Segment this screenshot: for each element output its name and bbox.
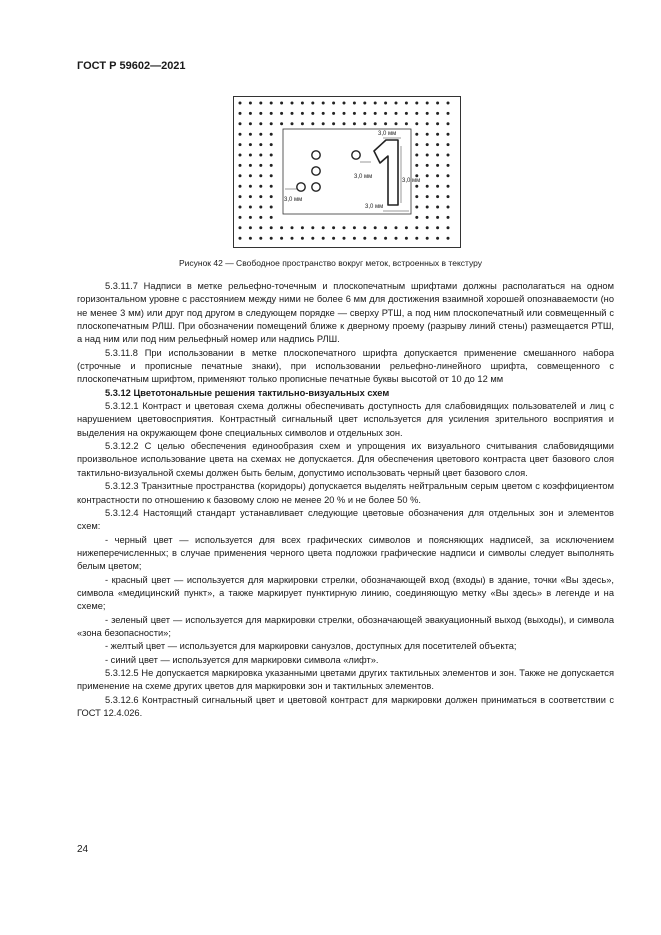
texture-dot [301, 122, 304, 125]
texture-dot [249, 143, 252, 146]
texture-dot [239, 164, 242, 167]
texture-dot [249, 216, 252, 219]
texture-dot [436, 195, 439, 198]
texture-dot [415, 206, 418, 209]
texture-dot [239, 237, 242, 240]
texture-dot [259, 112, 262, 115]
texture-dot [249, 195, 252, 198]
texture-dot [239, 122, 242, 125]
texture-dot [259, 185, 262, 188]
texture-dot [332, 237, 335, 240]
texture-dot [374, 237, 377, 240]
paragraph: 5.3.12.4 Настоящий стандарт устанавливает следующие цветовые обозначения для отдельных зон и элементов схем: [77, 507, 614, 532]
texture-dot [447, 216, 450, 219]
texture-dot [353, 226, 356, 229]
texture-dot [291, 226, 294, 229]
texture-dot [447, 122, 450, 125]
texture-dot [270, 195, 273, 198]
dim-label-right: 3,0 мм [402, 178, 421, 184]
texture-dot [270, 143, 273, 146]
texture-dot [395, 237, 398, 240]
texture-dot [270, 206, 273, 209]
texture-dot [353, 102, 356, 105]
texture-dot [436, 154, 439, 157]
texture-dot [322, 112, 325, 115]
texture-dot [239, 216, 242, 219]
dim-label-left: 3,0 мм [284, 197, 303, 203]
texture-dot [249, 237, 252, 240]
texture-dot [270, 185, 273, 188]
texture-dot [270, 164, 273, 167]
texture-dot [426, 237, 429, 240]
texture-dot [426, 143, 429, 146]
texture-dot [259, 174, 262, 177]
texture-dot [363, 102, 366, 105]
texture-dot [301, 102, 304, 105]
texture-dot [426, 185, 429, 188]
paragraph: 5.3.12.6 Контрастный сигнальный цвет и цветовой контраст для маркировки должен приниматься в соответствии с ГОСТ 12.4.026. [77, 694, 614, 718]
paragraph: 5.3.11.8 При использовании в метке плоскопечатного шрифта допускается применение смешанного набора (строчные и прописные печатные знаки), при использовании рельефно-линейного шрифта, совмещенного с плоскопечатным шрифтом, применяют только прописные печатные буквы высотой от 10 до 12 мм [77, 347, 614, 385]
texture-dot [249, 133, 252, 136]
texture-dot [259, 154, 262, 157]
texture-dot [436, 185, 439, 188]
texture-dot [249, 164, 252, 167]
texture-dot [415, 185, 418, 188]
texture-dot [270, 216, 273, 219]
texture-dot [301, 112, 304, 115]
texture-dot [259, 206, 262, 209]
texture-dot [301, 237, 304, 240]
texture-dot [332, 226, 335, 229]
texture-dot [332, 112, 335, 115]
texture-dot [426, 102, 429, 105]
texture-dot [436, 143, 439, 146]
texture-dot [280, 237, 283, 240]
texture-dot [270, 102, 273, 105]
texture-dot [322, 102, 325, 105]
texture-dot [395, 102, 398, 105]
texture-dot [415, 174, 418, 177]
texture-dot [311, 237, 314, 240]
texture-dot [332, 102, 335, 105]
texture-dot [384, 102, 387, 105]
texture-dot [343, 122, 346, 125]
texture-dot [259, 164, 262, 167]
texture-dot [426, 174, 429, 177]
paragraph: 5.3.12.3 Транзитные пространства (коридоры) допускается выделять нейтральным серым цветом с коэффициентом контрастности по отношению к базовому слою не менее 20 % и не более 50 %. [77, 481, 614, 505]
texture-dot [415, 164, 418, 167]
texture-dot [249, 122, 252, 125]
texture-dot [426, 226, 429, 229]
texture-dot [374, 112, 377, 115]
texture-dot [426, 133, 429, 136]
texture-dot [239, 112, 242, 115]
texture-dot [384, 226, 387, 229]
texture-dot [374, 226, 377, 229]
list-item: - желтый цвет — используется для маркировки санузлов, доступных для посетителей объекта; [105, 641, 517, 652]
texture-dot [447, 237, 450, 240]
texture-dot [436, 226, 439, 229]
texture-dot [280, 102, 283, 105]
texture-dot [415, 195, 418, 198]
texture-dot [405, 237, 408, 240]
paragraph: 5.3.11.7 Надписи в метке рельефно-точечным и плоскопечатным шрифтами должны располагаться на одном горизонтальном уровне с расстоянием между ними не более 6 мм для достижения взаимной хорошей опознаваемости (но не менее 3 мм) или друг под другом в следующем порядке — сверху РТШ, а под ним плоскопечатный или совмещенный с плоскопечатным РЛШ. При обозначении помещений ближе к дверному проему (разрыву линий стены) размещается РТШ, а над ним или под ним рельефный номер или надпись РЛШ. [77, 281, 614, 345]
paragraph: 5.3.12.5 Не допускается маркировка указанными цветами других тактильных элементов и зон. Также не допускается применение на схеме других цветов для маркировки зон и тактильных элементов. [77, 667, 614, 692]
texture-dot [270, 154, 273, 157]
texture-dot [301, 226, 304, 229]
dim-label-bottom: 3,0 мм [365, 204, 384, 210]
texture-dot [447, 195, 450, 198]
texture-dot [363, 122, 366, 125]
texture-dot [259, 226, 262, 229]
section-heading [77, 387, 614, 400]
document-header: ГОСТ Р 59602—2021 [77, 60, 186, 72]
texture-dot [322, 237, 325, 240]
texture-dot [249, 102, 252, 105]
paragraph: 5.3.12.1 Контраст и цветовая схема должны обеспечивать доступность для слабовидящих пользователей и лиц с нарушением цветовосприятия. Контрастный сигнальный цвет используется для усиления зрительного восприятия и выделения на окружающем фоне специальных символов и отдельных зон. [77, 401, 614, 438]
texture-dot [239, 174, 242, 177]
dim-label-middle: 3,0 мм [354, 174, 373, 180]
texture-dot [270, 122, 273, 125]
texture-dot [249, 174, 252, 177]
texture-dot [270, 226, 273, 229]
texture-dot [291, 122, 294, 125]
texture-dot [395, 226, 398, 229]
texture-dot [259, 237, 262, 240]
texture-dot [426, 164, 429, 167]
texture-dot [436, 174, 439, 177]
texture-dot [405, 122, 408, 125]
texture-dot [436, 164, 439, 167]
texture-dot [415, 133, 418, 136]
paragraph: 5.3.12.2 С целью обеспечения единообразия схем и упрощения их визуального считывания слабовидящими произвольное использование цвета на схемах не допускается. Для обеспечения цветового контраста цвет базового слоя тактильно-визуальной схемы должен быть белым, допустимо использовать черный цвет базового слоя. [77, 441, 614, 478]
texture-dot [447, 226, 450, 229]
texture-dot [239, 206, 242, 209]
texture-dot [270, 133, 273, 136]
texture-dot [239, 195, 242, 198]
texture-dot [447, 185, 450, 188]
dim-label-top: 3,0 мм [378, 131, 397, 137]
texture-dot [447, 143, 450, 146]
texture-dot [249, 206, 252, 209]
texture-dot [259, 143, 262, 146]
texture-dot [384, 237, 387, 240]
texture-dot [270, 112, 273, 115]
texture-dot [447, 174, 450, 177]
texture-dot [415, 102, 418, 105]
texture-dot [311, 226, 314, 229]
texture-dot [249, 185, 252, 188]
tactile-sign-figure [233, 96, 461, 248]
texture-dot [259, 102, 262, 105]
texture-dot [436, 112, 439, 115]
texture-dot [447, 164, 450, 167]
texture-dot [311, 122, 314, 125]
texture-dot [415, 154, 418, 157]
texture-dot [311, 102, 314, 105]
texture-dot [259, 122, 262, 125]
texture-dot [363, 226, 366, 229]
texture-dot [436, 102, 439, 105]
texture-dot [426, 122, 429, 125]
texture-dot [395, 112, 398, 115]
texture-dot [332, 122, 335, 125]
texture-dot [270, 174, 273, 177]
texture-dot [415, 237, 418, 240]
page-number: 24 [77, 844, 89, 855]
texture-dot [426, 112, 429, 115]
texture-dot [353, 122, 356, 125]
texture-dot [436, 122, 439, 125]
list-item: - зеленый цвет — используется для маркировки стрелки, обозначающей эвакуационный выход (выходы), и символа «зона безопасности»; [77, 614, 614, 638]
texture-dot [436, 206, 439, 209]
texture-dot [395, 122, 398, 125]
texture-dot [374, 102, 377, 105]
texture-dot [291, 112, 294, 115]
texture-dot [415, 216, 418, 219]
texture-dot [259, 195, 262, 198]
texture-dot [384, 112, 387, 115]
texture-dot [311, 112, 314, 115]
texture-dot [436, 133, 439, 136]
texture-dot [436, 216, 439, 219]
texture-dot [239, 226, 242, 229]
texture-dot [447, 206, 450, 209]
texture-dot [405, 102, 408, 105]
texture-dot [259, 133, 262, 136]
texture-dot [353, 237, 356, 240]
texture-dot [343, 226, 346, 229]
texture-dot [280, 226, 283, 229]
texture-dot [447, 154, 450, 157]
texture-dot [322, 122, 325, 125]
texture-dot [374, 122, 377, 125]
texture-dot [291, 102, 294, 105]
texture-dot [322, 226, 325, 229]
texture-dot [415, 226, 418, 229]
texture-dot [415, 122, 418, 125]
texture-dot [280, 112, 283, 115]
texture-dot [447, 133, 450, 136]
texture-dot [426, 154, 429, 157]
texture-dot [249, 226, 252, 229]
texture-dot [426, 206, 429, 209]
texture-dot [343, 112, 346, 115]
texture-dot [405, 112, 408, 115]
list-item: - синий цвет — используется для маркировки символа «лифт». [105, 654, 379, 665]
texture-dot [447, 102, 450, 105]
section-number: 5.3.12 [105, 387, 131, 398]
texture-dot [384, 122, 387, 125]
texture-dot [363, 237, 366, 240]
texture-dot [249, 154, 252, 157]
texture-dot [259, 216, 262, 219]
texture-dot [353, 112, 356, 115]
texture-dot [436, 237, 439, 240]
figure-caption: Рисунок 42 — Свободное пространство вокруг меток, встроенных в текстуру [178, 258, 483, 268]
texture-dot [426, 195, 429, 198]
texture-dot [239, 185, 242, 188]
texture-dot [415, 143, 418, 146]
texture-dot [447, 112, 450, 115]
list-item: - красный цвет — используется для маркировки стрелки, обозначающей вход (входы) в здание, точки «Вы здесь», символа «медицинский пункт», а также маркирует пунктирную линию, соединяющую метку «Вы здесь» в легенде и на схеме; [77, 574, 614, 612]
section-title: Цветотональные решения тактильно-визуальных схем [133, 387, 390, 398]
list-item: - черный цвет — используется для всех графических символов и поясняющих надписей, за исключением нижеперечисленных; в случае применения черного цвета подложки графические надписи и символы следует выполнять белым цветом; [77, 534, 614, 572]
texture-dot [239, 102, 242, 105]
texture-dot [249, 112, 252, 115]
texture-dot [280, 122, 283, 125]
texture-dot [291, 237, 294, 240]
texture-dot [239, 133, 242, 136]
texture-dot [343, 237, 346, 240]
document-body [77, 280, 614, 720]
texture-dot [426, 216, 429, 219]
texture-dot [405, 226, 408, 229]
texture-dot [343, 102, 346, 105]
texture-dot [270, 237, 273, 240]
texture-dot [415, 112, 418, 115]
texture-dot [239, 143, 242, 146]
texture-dot [239, 154, 242, 157]
texture-dot [363, 112, 366, 115]
